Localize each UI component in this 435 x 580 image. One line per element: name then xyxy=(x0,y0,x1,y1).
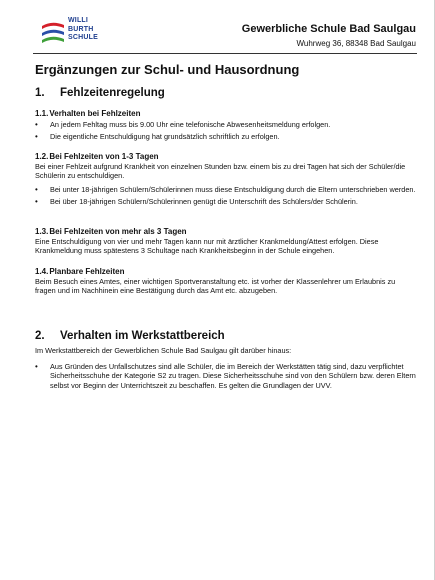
subsection-number: 1.2. xyxy=(35,152,49,161)
section-2-heading xyxy=(35,329,417,343)
section-title-text: Verhalten im Werkstattbereich xyxy=(60,330,225,342)
section-number: 2. xyxy=(35,330,45,342)
paragraph: Im Werkstattbereich der Gewerblichen Schule Bad Saulgau gilt darüber hinaus: xyxy=(35,346,292,355)
logo-line-1: WILLI xyxy=(68,17,89,24)
school-address: Wuhrweg 36, 88348 Bad Saulgau xyxy=(296,39,416,48)
subsection-1-1-heading xyxy=(35,109,417,119)
document-title: Ergänzungen zur Schul- und Hausordnung xyxy=(35,62,300,77)
logo-line-2: BURTH xyxy=(68,25,94,33)
header-school-info xyxy=(242,23,416,50)
header-divider xyxy=(33,53,417,54)
section-1-heading xyxy=(35,86,417,100)
paragraph: Beim Besuch eines Amtes, einer wichtigen Sportveranstaltung etc. ist vorher der Klassenlehrer um Erlaubnis zu fragen und im Nachhinein eine Bestätigung durch das Amt etc. abzugeben. xyxy=(35,276,396,295)
section-number: 1. xyxy=(35,87,45,99)
logo-wordmark xyxy=(68,17,98,43)
list-item: • Aus Gründen des Unfallschutzes sind alle Schüler, die im Bereich der Werkstätten tätig sind, dazu verpflichtet Sicherheitsschuhe der Kategorie S2 zu tragen. Diese Sicherheitsschuhe sind von den Schülern bzw. deren Eltern selbst vor Beginn der Unterrichtszeit zu beschaffen. Es gelten die Grundlagen der UVV. xyxy=(35,362,417,391)
list-item: • Die eigentliche Entschuldigung hat grundsätzlich schriftlich zu erfolgen. xyxy=(35,132,417,142)
subsection-number: 1.3. xyxy=(35,227,49,236)
paragraph: Eine Entschuldigung von vier und mehr Tagen kann nur mit ärztlicher Krankmeldung/Attest erfolgen. Diese Krankmeldung muss spätestens 3 Schultage nach Krankheitsbeginn in der Schule eingehen. xyxy=(35,236,379,255)
subsection-number: 1.1. xyxy=(35,109,49,118)
subsection-number: 1.4. xyxy=(35,267,49,276)
subsection-1-2-heading xyxy=(35,152,417,162)
subsection-title: Verhalten bei Fehlzeiten xyxy=(49,109,141,118)
logo-line-3: SCHULE xyxy=(68,34,98,42)
list-item: • Bei über 18-jährigen Schülern/Schülerinnen genügt die Unterschrift des Schülers/der Schülerin. xyxy=(35,197,417,207)
paragraph: Bei einer Fehlzeit aufgrund Krankheit von einzelnen Stunden bzw. einem bis zu drei Tagen hat sich der Schüler/die Schülerin zu entschuldigen. xyxy=(35,161,406,180)
list-item: • An jedem Fehltag muss bis 9.00 Uhr eine telefonische Abwesenheitsmeldung erfolgen. xyxy=(35,120,417,130)
list-item: • Bei unter 18-jährigen Schülern/Schülerinnen muss diese Entschuldigung durch die Eltern unterschrieben werden. xyxy=(35,185,417,195)
subsection-1-3-heading xyxy=(35,227,417,237)
subsection-title: Bei Fehlzeiten von mehr als 3 Tagen xyxy=(49,227,187,236)
subsection-title: Planbare Fehlzeiten xyxy=(49,267,125,276)
subsection-title: Bei Fehlzeiten von 1-3 Tagen xyxy=(49,152,159,161)
logo-swoosh-icon xyxy=(40,19,66,49)
school-name: Gewerbliche Schule Bad Saulgau xyxy=(241,23,416,35)
section-title-text: Fehlzeitenregelung xyxy=(60,87,165,99)
school-logo xyxy=(40,17,120,51)
subsection-1-4-heading xyxy=(35,267,417,277)
